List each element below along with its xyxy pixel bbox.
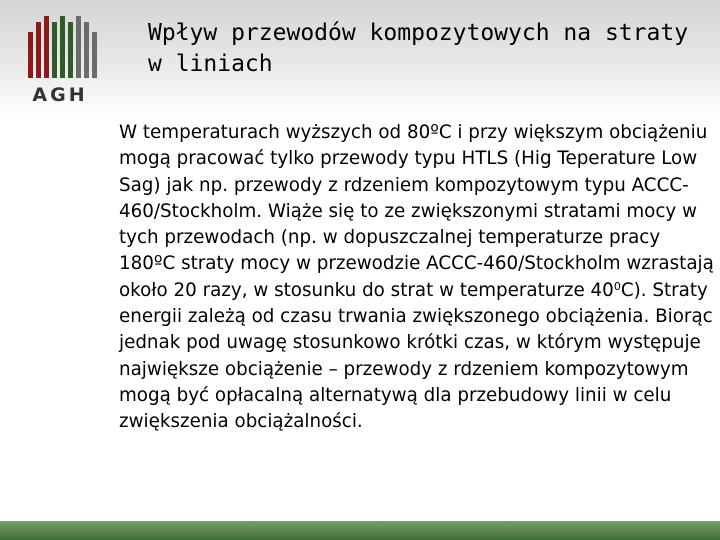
footer-bar — [0, 521, 720, 540]
body-text-part-1: W temperaturach wyższych od 80ºC i przy większym obciążeniu mogą pracować tylko przewody typu HTLS (Hig Teperature Low Sag) jak np. przewody z rdzeniem kompozytowym typu ACCC-460/Stockholm. Wiąże się to ze zwiększonymi stratami mocy w tych przewodach (np. w dopuszczalnej temperaturze pracy 180ºC straty mocy w przewodzie ACCC-460/Stockholm wzrastają około 20 razy, w stosunku do strat w temperaturze 40 — [119, 122, 714, 301]
slide-title: Wpływ przewodów kompozytowych na straty w liniach — [148, 20, 689, 77]
agh-logo-text: AGH — [32, 84, 88, 106]
agh-logo — [22, 12, 102, 112]
slide-body — [119, 120, 715, 436]
superscript-zero: 0 — [613, 279, 621, 293]
body-text-part-2: C). Straty energii zależą od czasu trwania zwiększonego obciążenia. Biorąc jednak pod uwagę stosunkowo krótki czas, w którym występuje największe obciążenie – przewody z rdzeniem kompozytowym mogą być opłacalną alternatywą dla przebudowy linii w celu zwiększenia obciążalności. — [119, 279, 713, 433]
agh-logo-icon — [22, 12, 98, 82]
